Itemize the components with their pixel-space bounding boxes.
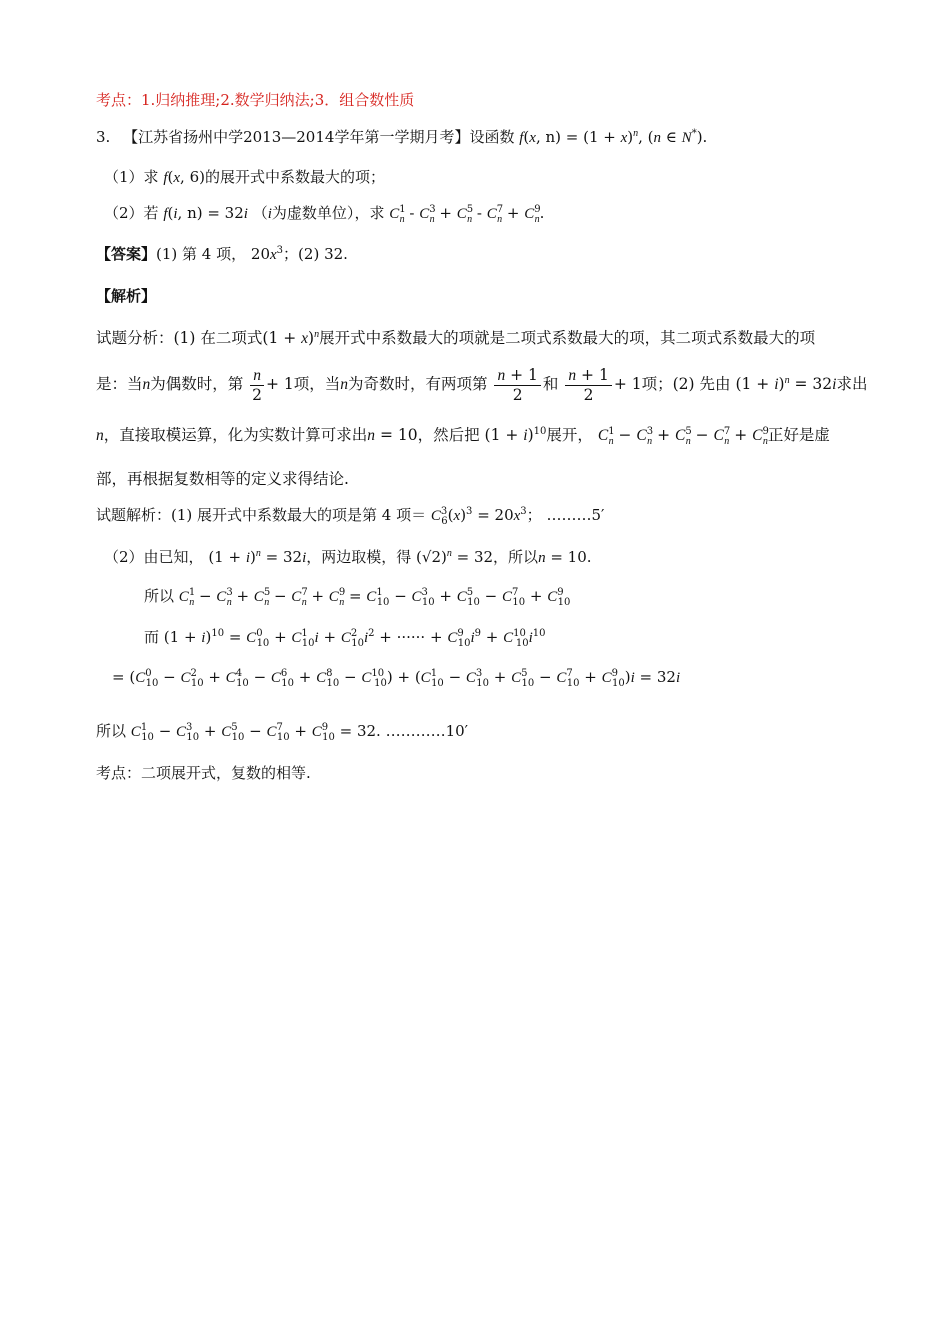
solution-line-6: 所以 $C^1_{10} - C^3_{10} + C^5_{10} - C^7_{10} + C^9_{10} = 32$. …………10′ — [96, 722, 469, 743]
question-stem: 设函数 — [469, 128, 515, 146]
solution-line-3: 所以 $C^1_n - C^3_n + C^5_n - C^7_n + C^9_n = C^1_{10} - C^3_{10} + C^5_{10} - C^7_{10} + C^9_{10}$ — [144, 587, 571, 608]
analysis-line-2: 是：当n为偶数时，第 $\frac{n}{2}$ + 1项，当n为奇数时，有两项第 $\frac{n + 1}{2}$ 和 $\frac{n + 1}{2}$ + 1项；(2) 先由 $(1 + i)^n = 32i$求出 — [96, 366, 868, 404]
part1-label: （1）求 — [104, 168, 159, 186]
solution-line-2: （2）由已知， $(1 + i)^n = 32i$，两边取模，得 $(√2)^n = 32$，所以n = 10. — [104, 548, 592, 566]
function-formula: f — [519, 130, 524, 146]
answer-text-2: ；(2) 32. — [283, 245, 348, 263]
solution-line-1: 试题解析：(1) 展开式中系数最大的项是第 4 项＝ $C^3_6(x)^3 = 20x^3$； ………5′ — [96, 506, 605, 527]
fraction-n-plus-1-over-2: $\frac{n + 1}{2}$ — [494, 366, 540, 404]
solution-line-4: 而 $(1 + i)^{10} = C^0_{10} + C^1_{10}i + C^2_{10}i^2$ + ······ + $C^9_{10}i^9 + C^{10}_{10}i^{10}$ — [144, 628, 546, 649]
analysis-label: 【解析】 — [96, 287, 157, 305]
question-part-1: （1）求 f(x, 6)的展开式中系数最大的项； — [104, 168, 385, 186]
question-number: 3. — [96, 128, 111, 146]
solution-line-5: = $(C^0_{10} - C^2_{10} + C^4_{10} - C^6_{10} + C^8_{10} - C^{10}_{10}) + (C^1_{10} - C^3_{10} + C^5_{10} - C^7_{10} + C^9_{10})i = 32i$ — [112, 668, 681, 689]
answer-text-1: (1) 第 4 项， — [156, 245, 247, 263]
analysis-line-3: n，直接取模运算，化为实数计算可求出n = 10，然后把 $(1 + i)^{10}$展开， $C^1_n - C^3_n + C^5_n - C^7_n + C^9_n$正好是虚 — [96, 425, 830, 448]
kaodian-line-2: 考点：二项展开式，复数的相等. — [96, 764, 311, 782]
kaodian-line-1 — [96, 89, 414, 111]
answer-label: 【答案】 — [96, 245, 157, 263]
fraction-n-plus-1-over-2-b: $\frac{n + 1}{2}$ — [565, 366, 611, 404]
answer-line: 【答案】(1) 第 4 项， $20x^3$；(2) 32. — [96, 245, 348, 263]
analysis-line-1: 试题分析：(1) 在二项式$(1 + x)^n$展开式中系数最大的项就是二项式系数最大的项，其二项式系数最大的项 — [96, 328, 816, 347]
kaodian-text: 考点：1.归纳推理;2.数学归纳法;3．组合数性质 — [96, 91, 415, 109]
part1-tail: 的展开式中系数最大的项； — [204, 168, 385, 186]
question-part-2: （2）若 f(i, n) = 32i （i为虚数单位），求 $C^1_n - C^3_n + C^5_n - C^7_n + C^9_n$. — [104, 204, 545, 225]
question-source: 【江苏省扬州中学2013—2014学年第一学期月考】 — [123, 128, 470, 146]
part2-note: 为虚数单位） — [271, 204, 355, 222]
part2-label: （2）若 — [104, 204, 159, 222]
question-3-stem: 3. 【江苏省扬州中学2013—2014学年第一学期月考】设函数 f(x, $n) = (1 + x)^n$, (n ∈ N*). — [96, 128, 708, 146]
fraction-n-over-2: $\frac{n}{2}$ — [252, 366, 263, 404]
analysis-line-4: 部，再根据复数相等的定义求得结论. — [96, 470, 349, 488]
